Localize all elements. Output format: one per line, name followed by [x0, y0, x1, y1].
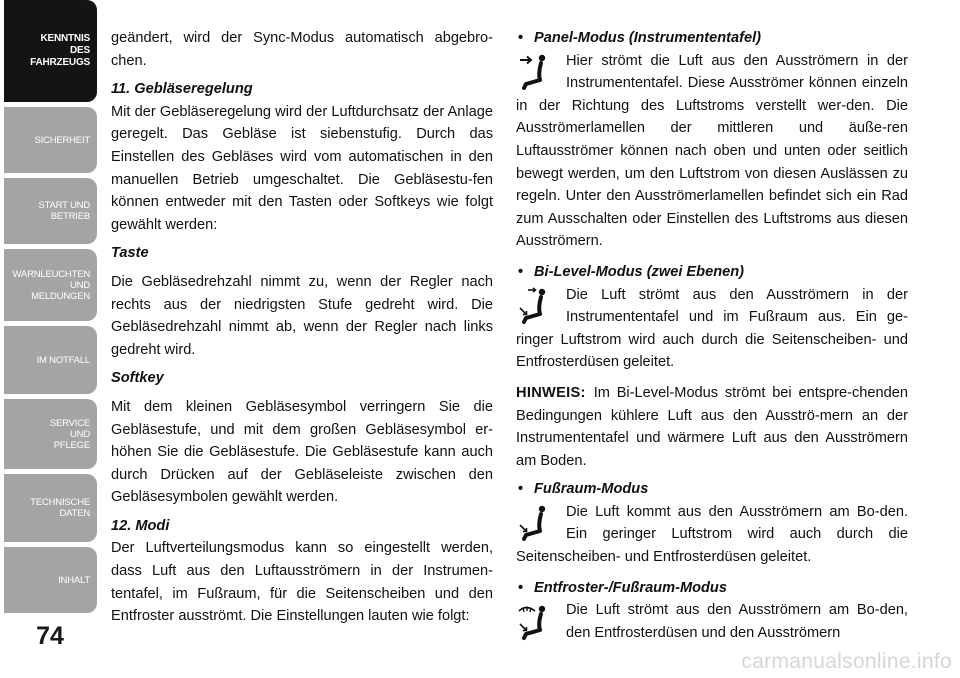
tab-label-line: PFLEGE — [53, 439, 90, 451]
tab-label-line: SICHERHEIT — [34, 134, 90, 146]
watermark: carmanualsonline.info — [741, 650, 952, 673]
floor-mode-title: • Fußraum-Modus — [516, 478, 908, 501]
defrost-floor-mode-title: • Entfroster-/Fußraum-Modus — [516, 577, 908, 600]
tab-label-line: UND — [70, 428, 90, 440]
tab-label-line: DES — [70, 45, 90, 56]
mode-floor — [516, 478, 908, 568]
tab-label-line: UND — [70, 279, 90, 291]
defrost-floor-mode-icon — [516, 601, 562, 643]
tab-label-line: FAHRZEUGS — [30, 57, 90, 68]
page-number: 74 — [36, 622, 64, 650]
tab-service-und-pflege[interactable] — [4, 399, 97, 469]
left-text-column — [111, 27, 493, 634]
mode-defrost-floor — [516, 577, 908, 645]
tab-label-line: BETRIEB — [50, 211, 90, 222]
tab-label-line: DATEN — [59, 508, 90, 519]
section-12-text: Der Luftverteilungsmodus kann so eingestellt werden, dass Luft aus den Luftausströmern in der Instrumen-tentafel, im Fußraum, für die Seitenscheiben und den Entfroster ausströmt. Die Einstellungen lauten wie folgt: — [111, 540, 493, 625]
panel-mode-text: Hier strömt die Luft aus den Ausströmern in der Instrumententafel. Diese Ausströmer können einzeln in der Richtung des Luftstroms verstellt wer-den. Die Ausströmerlamellen der mittleren und äuße-ren Luftausströmer können nach oben und unten oder seitlich bewegt werden, um den Luftstrom von diesen Auslässen zu regeln. Unter den Ausströmerlamellen befindet sich ein Rad zum Ausschalten oder Einstellen des Luftstroms aus diesen Ausströmern. — [516, 52, 908, 250]
tab-label-line: START UND — [38, 200, 90, 211]
tab-sicherheit[interactable] — [4, 107, 97, 173]
tab-label-line: WARNLEUCHTEN — [12, 268, 90, 280]
softkey-title: Softkey — [111, 370, 164, 387]
intro-paragraph: geändert, wird der Sync-Modus automatisch abgebro-chen. — [111, 30, 493, 69]
hinweis-text: Im Bi-Level-Modus strömt bei entspre-chenden Bedingungen kühlere Luft aus den Ausströ-mern an der Instrumententafel und wärmere Luft aus den Ausströmern am Boden. — [516, 384, 908, 469]
mode-bilevel — [516, 261, 908, 374]
floor-mode-text: Die Luft kommt aus den Ausströmern am Bo-den. Ein geringer Luftstrom wird auch durch die Seitenscheiben- und Entfrosterdüsen geleitet. — [516, 503, 908, 566]
tab-label-line: INHALT — [58, 574, 90, 586]
bilevel-mode-icon — [516, 286, 562, 328]
mode-panel — [516, 27, 908, 253]
softkey-text: Mit dem kleinen Gebläsesymbol verringern Sie die Gebläsestufe, und mit dem großen Gebläsesymbol er-höhen Sie die Gebläsestufe. Die Gebläsestufe kann auch durch Drücken auf der Gebläseleiste zwischen den Gebläsesymbolen gewählt werden. — [111, 398, 493, 506]
hinweis-label: HINWEIS: — [516, 384, 586, 401]
tab-start-und-betrieb[interactable] — [4, 178, 97, 244]
tab-label-line: TECHNISCHE — [30, 497, 90, 508]
right-text-column — [516, 27, 908, 652]
defrost-floor-mode-text: Die Luft strömt aus den Ausströmern am Bo-den, den Entfrosterdüsen und den Ausströmern — [566, 602, 908, 641]
tab-inhalt[interactable] — [4, 547, 97, 613]
tab-label-line: KENNTNIS — [40, 33, 90, 44]
chapter-sidebar — [0, 0, 100, 678]
tab-label-line: MELDUNGEN — [31, 290, 90, 302]
section-11-title: 11. Gebläseregelung — [111, 81, 253, 98]
tab-warnleuchten-und-meldungen[interactable] — [4, 249, 97, 321]
hinweis-note — [516, 382, 908, 472]
bilevel-mode-text: Die Luft strömt aus den Ausströmern in der Instrumententafel und im Fußraum aus. Ein ge-ringer Luftstrom wird auch durch die Seitenscheiben- und Entfrosterdüsen geleitet. — [516, 286, 908, 371]
panel-mode-title: • Panel-Modus (Instrumententafel) — [516, 27, 908, 50]
tab-kenntnis-des-fahrzeugs[interactable] — [4, 0, 97, 102]
tab-technische-daten[interactable] — [4, 474, 97, 542]
floor-mode-icon — [516, 503, 562, 545]
section-12-title: 12. Modi — [111, 517, 170, 534]
taste-title: Taste — [111, 245, 149, 262]
tab-label-line: SERVICE — [49, 417, 90, 429]
tab-label-line: IM NOTFALL — [36, 354, 90, 366]
panel-mode-icon — [516, 52, 562, 94]
bilevel-mode-title: • Bi-Level-Modus (zwei Ebenen) — [516, 261, 908, 284]
section-11-text: Mit der Gebläseregelung wird der Luftdurchsatz der Anlage geregelt. Das Gebläse ist siebenstufig. Durch das Einstellen des Gebläses wird vom automatischen in den manuellen Betrieb umgeschaltet. Die Gebläsestu-fen können entweder mit den Tasten oder Softkeys wie folgt gewählt werden: — [111, 103, 493, 233]
tab-im-notfall[interactable] — [4, 326, 97, 394]
taste-text: Die Gebläsedrehzahl nimmt zu, wenn der Regler nach rechts aus der niedrigsten Stufe gedreht wird. Die Gebläsedrehzahl nimmt ab, wenn der Regler nach links gedreht wird. — [111, 273, 493, 358]
